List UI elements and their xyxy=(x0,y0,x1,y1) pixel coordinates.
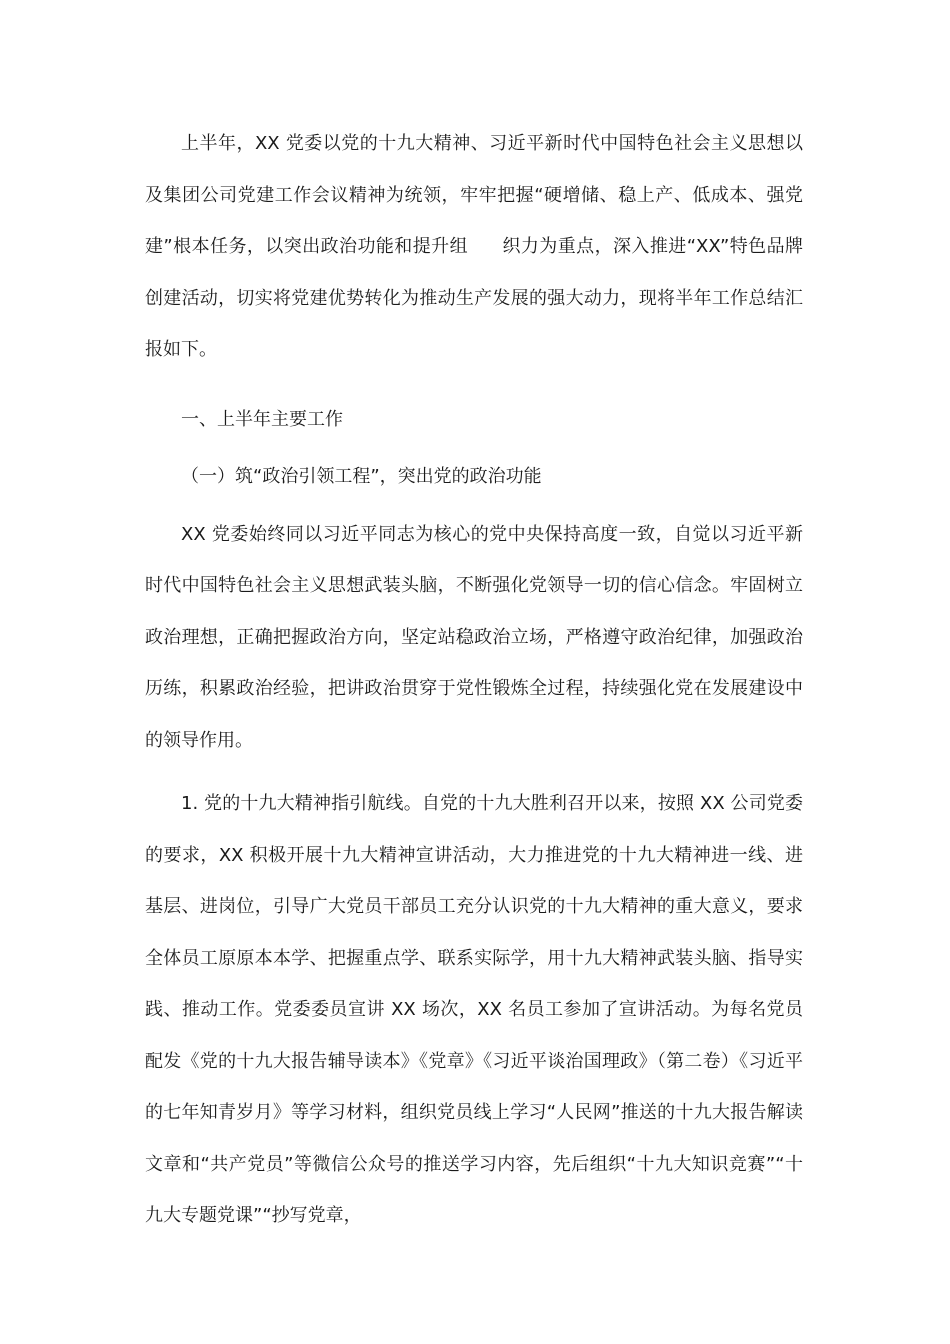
subsection-heading: （一）筑“政治引领工程”，突出党的政治功能 xyxy=(181,466,542,487)
body-paragraph-1: XX 党委始终同以习近平同志为核心的党中央保持高度一致，自觉以习近平新时代中国特色社会主义思想武装头脑，不断强化党领导一切的信心信念。牢固树立政治理想，正确把握政治方向，坚定站稳政治立场，严格遵守政治纪律，加强政治历练，积累政治经验，把讲政治贯穿于党性锻炼全过程，持续强化党在发展建设中的领导作用。 xyxy=(145,523,803,751)
intro-text-part-1: 上半年，XX 党委以党的十九大精神、习近平新时代中国特色社会主义思想以及集团公司党建工作会议精神为统领，牢牢把握“硬增储、稳上产、低成本、强党建”根本任务，以突出政治功能和提升组 xyxy=(145,133,803,257)
section-heading: 一、上半年主要工作 xyxy=(181,408,343,430)
document-page xyxy=(145,118,803,1242)
body-paragraph-2: 1. 党的十九大精神指引航线。自党的十九大胜利召开以来，按照 XX 公司党委的要求，XX 积极开展十九大精神宣讲活动，大力推进党的十九大精神进一线、进基层、进岗位，引导广大党员干部员工充分认识党的十九大精神的重大意义，要求全体员工原原本本学、把握重点学、联系实际学，用十九大精神武装头脑、指导实践、推动工作。党委委员宣讲 XX 场次，XX 名员工参加了宣讲活动。为每名党员配发《党的十九大报告辅导读本》《党章》《习近平谈治国理政》（第二卷）《习近平的七年知青岁月》等学习材料，组织党员线上学习“人民网”推送的十九大报告解读文章和“共产党员”等微信公众号的推送学习内容，先后组织“十九大知识竞赛”“十九大专题党课”“抄写党章， xyxy=(145,793,803,1226)
intro-paragraph xyxy=(145,118,803,376)
intro-text-part-2: 织力为重点，深入推进“XX”特色品牌创建活动，切实将党建优势转化为推动生产发展的强大动力，现将半年工作总结汇报如下。 xyxy=(145,236,803,360)
